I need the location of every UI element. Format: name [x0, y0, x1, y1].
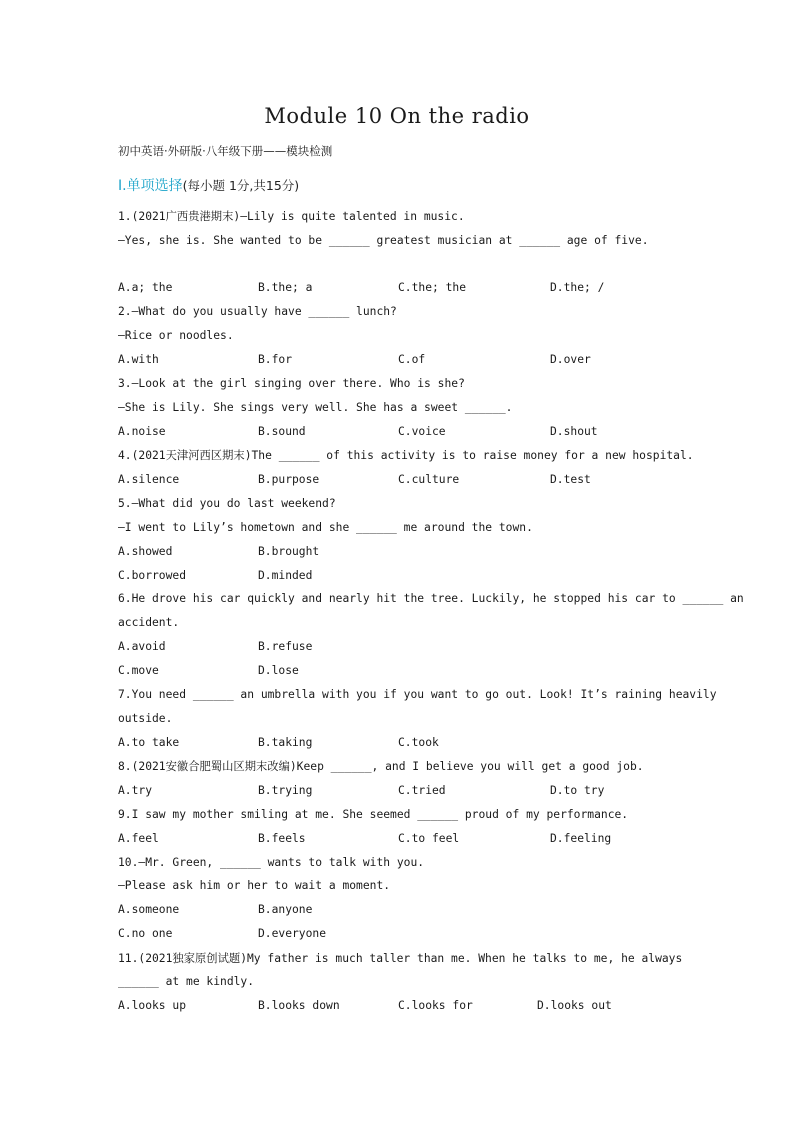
question-9-option-c: C.to feel — [398, 832, 460, 845]
question-8-option-c: C.tried — [398, 784, 446, 797]
question-10-text: 10.—Mr. Green, ______ wants to talk with you. — [118, 856, 425, 869]
question-10-option-a: A.someone — [118, 903, 180, 916]
question-7-text: 7.You need ______ an umbrella with you if you want to go out. Look! It’s raining heavily — [118, 688, 717, 701]
question-4-option-c: C.culture — [398, 473, 460, 486]
question-1-option-c: C.the; the — [398, 281, 467, 294]
question-1-text: 1.(2021广西贵港期末)—Lily is quite talented in music. — [118, 210, 465, 223]
question-9-text: 9.I saw my mother smiling at me. She seemed ______ proud of my performance. — [118, 808, 629, 821]
page-subtitle: 初中英语·外研版·八年级下册——模块检测 — [118, 144, 333, 158]
question-1-option-d: D.the; / — [550, 281, 605, 294]
question-3-text: 3.—Look at the girl singing over there. Who is she? — [118, 377, 465, 390]
question-3-option-d: D.shout — [550, 425, 598, 438]
question-6-option-d: D.lose — [258, 664, 299, 677]
section-header — [118, 175, 299, 195]
question-4-text: 4.(2021天津河西区期末)The ______ of this activity is to raise money for a new hospital. — [118, 449, 694, 462]
question-3-text: —She is Lily. She sings very well. She has a sweet ______. — [118, 401, 513, 414]
question-7-option-c: C.took — [398, 736, 439, 749]
question-4-option-a: A.silence — [118, 473, 180, 486]
question-5-text: 5.—What did you do last weekend? — [118, 497, 336, 510]
question-2-text: —Rice or noodles. — [118, 329, 234, 342]
question-2-text: 2.—What do you usually have ______ lunch? — [118, 305, 397, 318]
question-1-text: —Yes, she is. She wanted to be ______ greatest musician at ______ age of five. — [118, 234, 649, 247]
question-10-option-b: B.anyone — [258, 903, 313, 916]
question-7-option-a: A.to take — [118, 736, 180, 749]
question-11-text: ______ at me kindly. — [118, 975, 255, 988]
question-3-option-a: A.noise — [118, 425, 166, 438]
question-2-option-a: A.with — [118, 353, 159, 366]
question-3-option-b: B.sound — [258, 425, 306, 438]
question-11-option-b: B.looks down — [258, 999, 340, 1012]
question-3-option-c: C.voice — [398, 425, 446, 438]
question-9-option-a: A.feel — [118, 832, 159, 845]
question-8-option-d: D.to try — [550, 784, 605, 797]
question-6-option-b: B.refuse — [258, 640, 313, 653]
question-8-option-a: A.try — [118, 784, 153, 797]
question-1-option-a: A.a; the — [118, 281, 173, 294]
question-2-option-b: B.for — [258, 353, 293, 366]
question-5-option-d: D.minded — [258, 569, 313, 582]
question-5-text: —I went to Lily’s hometown and she ______ me around the town. — [118, 521, 533, 534]
question-11-option-d: D.looks out — [537, 999, 612, 1012]
question-6-option-a: A.avoid — [118, 640, 166, 653]
question-9-option-d: D.feeling — [550, 832, 612, 845]
question-11-option-c: C.looks for — [398, 999, 473, 1012]
question-6-text: accident. — [118, 616, 180, 629]
question-5-option-c: C.borrowed — [118, 569, 187, 582]
question-5-option-b: B.brought — [258, 545, 320, 558]
question-10-option-c: C.no one — [118, 927, 173, 940]
page-title: Module 10 On the radio — [264, 104, 530, 128]
question-8-option-b: B.trying — [258, 784, 313, 797]
question-11-text: 11.(2021独家原创试题)My father is much taller than me. When he talks to me, he always — [118, 952, 683, 965]
question-2-option-d: D.over — [550, 353, 591, 366]
question-10-option-d: D.everyone — [258, 927, 327, 940]
question-2-option-c: C.of — [398, 353, 426, 366]
question-7-option-b: B.taking — [258, 736, 313, 749]
question-6-text: 6.He drove his car quickly and nearly hit the tree. Luckily, he stopped his car to ______ an — [118, 592, 744, 605]
section-note: (每小题 1分,共15分) — [182, 178, 300, 193]
question-4-option-d: D.test — [550, 473, 591, 486]
question-1-option-b: B.the; a — [258, 281, 313, 294]
question-6-option-c: C.move — [118, 664, 159, 677]
question-5-option-a: A.showed — [118, 545, 173, 558]
question-11-option-a: A.looks up — [118, 999, 187, 1012]
question-4-option-b: B.purpose — [258, 473, 320, 486]
question-7-text: outside. — [118, 712, 173, 725]
question-8-text: 8.(2021安徽合肥蜀山区期末改编)Keep ______, and I believe you will get a good job. — [118, 760, 644, 773]
question-10-text: —Please ask him or her to wait a moment. — [118, 879, 391, 892]
question-9-option-b: B.feels — [258, 832, 306, 845]
section-heading: Ⅰ.单项选择 — [118, 178, 183, 194]
